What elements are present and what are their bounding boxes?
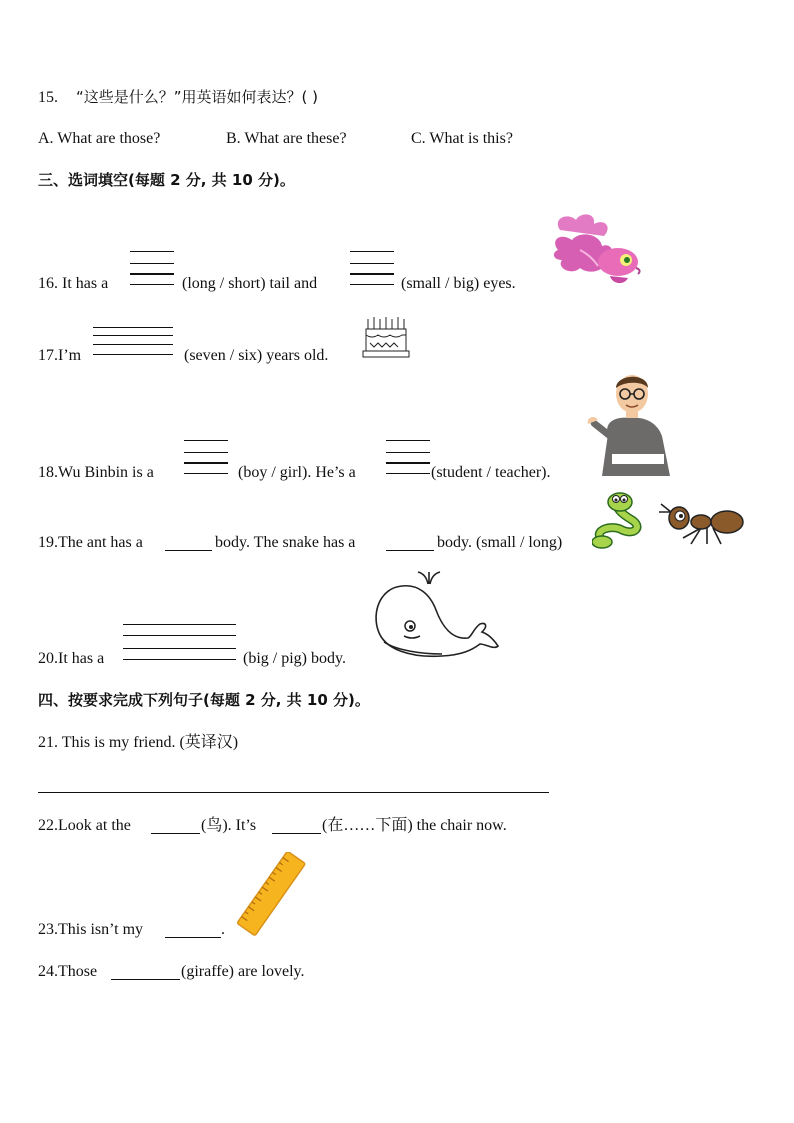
q16-blank-2[interactable] (350, 251, 394, 287)
question-15 (38, 88, 318, 107)
q21-answer-line[interactable] (38, 792, 549, 794)
q22-blank-2[interactable] (272, 833, 321, 835)
q23-text-b: . (221, 921, 225, 938)
q20-blank[interactable] (123, 624, 236, 662)
q19-text-a: 19.The ant has a (38, 534, 143, 551)
q16-text-b: (long / short) tail and (182, 275, 318, 292)
q17-blank[interactable] (93, 327, 173, 357)
q23-text-a: 23.This isn’t my (38, 921, 144, 938)
q22-blank-1[interactable] (151, 833, 200, 835)
q21-text (38, 734, 238, 752)
question-text: “这些是什么？”用英语如何表达？( ) (76, 88, 319, 106)
ruler-illustration (234, 852, 310, 936)
q20-text-a: 20.It has a (38, 650, 105, 667)
q19-text-b: body. The snake has a (215, 534, 356, 551)
q18-text-a: 18.Wu Binbin is a (38, 464, 154, 481)
q19-blank-1[interactable] (165, 550, 212, 552)
q24-blank[interactable] (111, 979, 180, 981)
section-4-title: 四、按要求完成下列句子(每题 2 分, 共 10 分)。 (38, 691, 370, 709)
q18-blank-1[interactable] (184, 440, 228, 476)
q21-label: 21. This is my friend. (英译汉) (38, 734, 239, 751)
option-b: B. What are these? (226, 130, 347, 147)
ant-illustration (655, 498, 747, 550)
q22-text-a: 22.Look at the (38, 817, 131, 834)
section-3-title: 三、选词填空(每题 2 分, 共 10 分)。 (38, 171, 295, 189)
q24-text-a: 24.Those (38, 963, 98, 980)
q19-text-c: body. (small / long) (437, 534, 563, 551)
teacher-illustration (586, 372, 672, 480)
q22-text-b: (鸟). It’s (201, 817, 257, 834)
q19-blank-2[interactable] (386, 550, 434, 552)
q22-text-c: (在……下面) the chair now. (322, 817, 507, 834)
q24-text-b: (giraffe) are lovely. (181, 963, 305, 980)
goldfish-illustration (550, 210, 646, 288)
birthday-cake-illustration (362, 313, 410, 359)
option-a: A. What are those? (38, 130, 161, 147)
q23-blank[interactable] (165, 937, 221, 939)
option-c: C. What is this? (411, 130, 513, 147)
question-number: 15. (38, 89, 58, 106)
q16-text-a: 16. It has a (38, 275, 109, 292)
q17-text-b: (seven / six) years old. (184, 347, 329, 364)
q16-blank-1[interactable] (130, 251, 174, 287)
q18-blank-2[interactable] (386, 440, 430, 476)
q18-text-c: (student / teacher). (431, 464, 551, 481)
q18-text-b: (boy / girl). He’s a (238, 464, 356, 481)
snake-illustration (592, 490, 648, 550)
q16-text-c: (small / big) eyes. (401, 275, 516, 292)
q17-text-a: 17.I’m (38, 347, 82, 364)
q20-text-b: (big / pig) body. (243, 650, 346, 667)
whale-illustration (372, 566, 500, 662)
